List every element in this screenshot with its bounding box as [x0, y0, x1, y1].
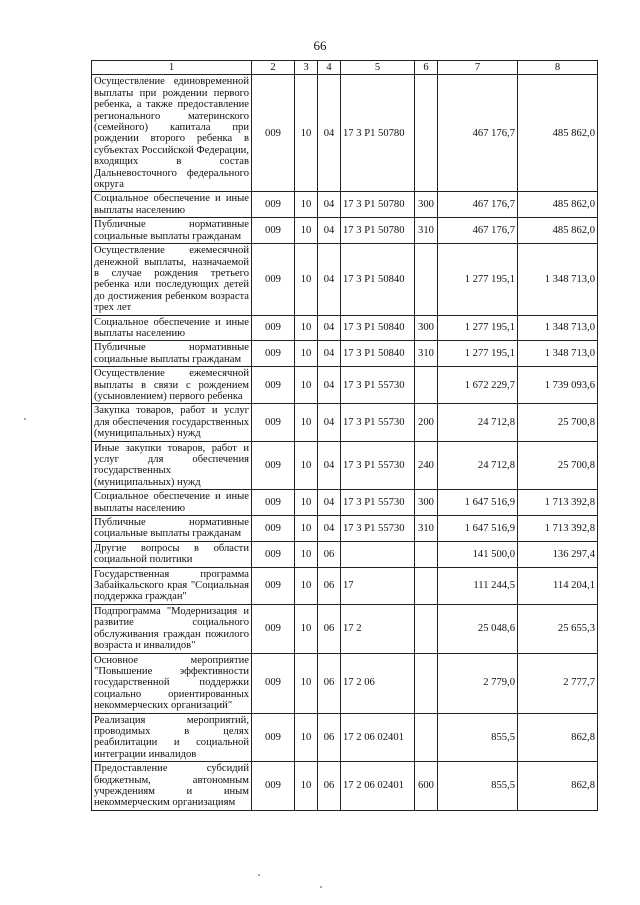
table-row [92, 541, 598, 567]
column-header: 6 [415, 61, 438, 75]
expense-type-cell: 200 [415, 404, 438, 441]
expense-type-cell [415, 541, 438, 567]
expense-type-cell [415, 604, 438, 653]
subsection-cell: 04 [318, 367, 341, 404]
scan-speck [24, 418, 26, 420]
row-name-cell: Подпрограмма "Модернизация и развитие социального обслуживания граждан пожилого возраста и инвалидов" [92, 604, 252, 653]
target-article-cell: 17 [341, 567, 415, 604]
amount-year1-cell: 467 176,7 [438, 192, 518, 218]
admin-code-cell: 009 [252, 541, 295, 567]
admin-code-cell: 009 [252, 192, 295, 218]
admin-code-cell: 009 [252, 75, 295, 192]
table-row [92, 367, 598, 404]
amount-year2-cell: 114 204,1 [518, 567, 598, 604]
column-header: 8 [518, 61, 598, 75]
subsection-cell: 06 [318, 762, 341, 811]
subsection-cell: 06 [318, 541, 341, 567]
amount-year2-cell: 25 655,3 [518, 604, 598, 653]
admin-code-cell: 009 [252, 367, 295, 404]
section-cell: 10 [295, 192, 318, 218]
amount-year1-cell: 24 712,8 [438, 441, 518, 490]
amount-year1-cell: 1 277 195,1 [438, 315, 518, 341]
column-header: 4 [318, 61, 341, 75]
amount-year2-cell: 485 862,0 [518, 75, 598, 192]
amount-year1-cell: 467 176,7 [438, 218, 518, 244]
target-article-cell: 17 3 P1 50780 [341, 192, 415, 218]
admin-code-cell: 009 [252, 490, 295, 516]
section-cell: 10 [295, 713, 318, 762]
target-article-cell: 17 3 P1 55730 [341, 367, 415, 404]
expense-type-cell: 300 [415, 192, 438, 218]
amount-year1-cell: 1 672 229,7 [438, 367, 518, 404]
admin-code-cell: 009 [252, 516, 295, 542]
table-row [92, 604, 598, 653]
admin-code-cell: 009 [252, 604, 295, 653]
target-article-cell: 17 3 P1 55730 [341, 490, 415, 516]
column-header: 1 [92, 61, 252, 75]
table-row [92, 404, 598, 441]
expense-type-cell [415, 244, 438, 315]
amount-year2-cell: 485 862,0 [518, 192, 598, 218]
amount-year1-cell: 1 647 516,9 [438, 516, 518, 542]
admin-code-cell: 009 [252, 315, 295, 341]
target-article-cell: 17 3 P1 55730 [341, 516, 415, 542]
admin-code-cell: 009 [252, 713, 295, 762]
row-name-cell: Иные закупки товаров, работ и услуг для обеспечения государственных (муниципальных) нужд [92, 441, 252, 490]
target-article-cell: 17 3 P1 55730 [341, 441, 415, 490]
target-article-cell: 17 2 06 02401 [341, 713, 415, 762]
table-row [92, 762, 598, 811]
expense-type-cell [415, 367, 438, 404]
admin-code-cell: 009 [252, 653, 295, 713]
amount-year1-cell: 855,5 [438, 762, 518, 811]
subsection-cell: 06 [318, 713, 341, 762]
admin-code-cell: 009 [252, 762, 295, 811]
amount-year2-cell: 1 348 713,0 [518, 244, 598, 315]
scan-speck [258, 874, 260, 876]
amount-year2-cell: 2 777,7 [518, 653, 598, 713]
section-cell: 10 [295, 604, 318, 653]
target-article-cell: 17 3 P1 50840 [341, 341, 415, 367]
expense-type-cell [415, 75, 438, 192]
table-row [92, 192, 598, 218]
subsection-cell: 04 [318, 490, 341, 516]
expense-type-cell: 310 [415, 341, 438, 367]
section-cell: 10 [295, 315, 318, 341]
row-name-cell: Публичные нормативные социальные выплаты гражданам [92, 516, 252, 542]
section-cell: 10 [295, 567, 318, 604]
admin-code-cell: 009 [252, 341, 295, 367]
row-name-cell: Социальное обеспечение и иные выплаты населению [92, 192, 252, 218]
amount-year2-cell: 1 713 392,8 [518, 490, 598, 516]
table-row [92, 653, 598, 713]
target-article-cell: 17 2 06 [341, 653, 415, 713]
subsection-cell: 04 [318, 75, 341, 192]
subsection-cell: 06 [318, 604, 341, 653]
subsection-cell: 06 [318, 653, 341, 713]
table-row [92, 441, 598, 490]
amount-year1-cell: 1 647 516,9 [438, 490, 518, 516]
column-header: 5 [341, 61, 415, 75]
target-article-cell: 17 3 P1 50840 [341, 244, 415, 315]
admin-code-cell: 009 [252, 218, 295, 244]
expense-type-cell [415, 713, 438, 762]
column-header: 7 [438, 61, 518, 75]
table-row [92, 341, 598, 367]
target-article-cell: 17 3 P1 50840 [341, 315, 415, 341]
amount-year2-cell: 25 700,8 [518, 404, 598, 441]
subsection-cell: 04 [318, 244, 341, 315]
row-name-cell: Государственная программа Забайкальского края "Социальная поддержка граждан" [92, 567, 252, 604]
table-header-row [92, 61, 598, 75]
expense-type-cell: 310 [415, 218, 438, 244]
row-name-cell: Осуществление ежемесячной выплаты в связи с рождением (усыновлением) первого ребенка [92, 367, 252, 404]
expense-type-cell [415, 653, 438, 713]
subsection-cell: 04 [318, 315, 341, 341]
section-cell: 10 [295, 490, 318, 516]
row-name-cell: Предоставление субсидий бюджетным, автономным учреждениям и иным некоммерческим организациям [92, 762, 252, 811]
target-article-cell: 17 3 P1 50780 [341, 75, 415, 192]
subsection-cell: 04 [318, 192, 341, 218]
expense-type-cell: 600 [415, 762, 438, 811]
amount-year1-cell: 855,5 [438, 713, 518, 762]
table-row [92, 75, 598, 192]
target-article-cell: 17 2 [341, 604, 415, 653]
target-article-cell: 17 3 P1 50780 [341, 218, 415, 244]
subsection-cell: 04 [318, 404, 341, 441]
subsection-cell: 04 [318, 441, 341, 490]
section-cell: 10 [295, 75, 318, 192]
section-cell: 10 [295, 244, 318, 315]
page-number: 66 [313, 38, 327, 53]
section-cell: 10 [295, 762, 318, 811]
subsection-cell: 04 [318, 341, 341, 367]
amount-year2-cell: 136 297,4 [518, 541, 598, 567]
target-article-cell: 17 3 P1 55730 [341, 404, 415, 441]
section-cell: 10 [295, 367, 318, 404]
row-name-cell: Осуществление ежемесячной денежной выплаты, назначаемой в случае рождения третьего ребенка или последующих детей до достижения ребенком возраста трех лет [92, 244, 252, 315]
section-cell: 10 [295, 516, 318, 542]
expense-type-cell: 240 [415, 441, 438, 490]
amount-year1-cell: 25 048,6 [438, 604, 518, 653]
section-cell: 10 [295, 541, 318, 567]
section-cell: 10 [295, 404, 318, 441]
table-row [92, 218, 598, 244]
amount-year1-cell: 1 277 195,1 [438, 341, 518, 367]
expense-type-cell [415, 567, 438, 604]
amount-year1-cell: 24 712,8 [438, 404, 518, 441]
scan-speck [320, 886, 322, 888]
subsection-cell: 06 [318, 567, 341, 604]
row-name-cell: Социальное обеспечение и иные выплаты населению [92, 490, 252, 516]
row-name-cell: Другие вопросы в области социальной политики [92, 541, 252, 567]
subsection-cell: 04 [318, 218, 341, 244]
subsection-cell: 04 [318, 516, 341, 542]
column-header: 2 [252, 61, 295, 75]
amount-year2-cell: 1 348 713,0 [518, 315, 598, 341]
amount-year2-cell: 1 713 392,8 [518, 516, 598, 542]
section-cell: 10 [295, 441, 318, 490]
table-row [92, 315, 598, 341]
row-name-cell: Публичные нормативные социальные выплаты гражданам [92, 218, 252, 244]
section-cell: 10 [295, 218, 318, 244]
table-row [92, 713, 598, 762]
section-cell: 10 [295, 653, 318, 713]
row-name-cell: Основное мероприятие "Повышение эффективности государственной поддержки социально ориентированных некоммерческих организаций" [92, 653, 252, 713]
amount-year1-cell: 467 176,7 [438, 75, 518, 192]
amount-year1-cell: 2 779,0 [438, 653, 518, 713]
table-row [92, 490, 598, 516]
amount-year2-cell: 862,8 [518, 713, 598, 762]
target-article-cell [341, 541, 415, 567]
row-name-cell: Реализация мероприятий, проводимых в целях реабилитации и социальной интеграции инвалидов [92, 713, 252, 762]
row-name-cell: Социальное обеспечение и иные выплаты населению [92, 315, 252, 341]
amount-year2-cell: 1 348 713,0 [518, 341, 598, 367]
target-article-cell: 17 2 06 02401 [341, 762, 415, 811]
admin-code-cell: 009 [252, 441, 295, 490]
table-row [92, 244, 598, 315]
section-cell: 10 [295, 341, 318, 367]
admin-code-cell: 009 [252, 244, 295, 315]
column-header: 3 [295, 61, 318, 75]
budget-table [91, 60, 598, 811]
row-name-cell: Публичные нормативные социальные выплаты гражданам [92, 341, 252, 367]
amount-year2-cell: 485 862,0 [518, 218, 598, 244]
row-name-cell: Закупка товаров, работ и услуг для обеспечения государственных (муниципальных) нужд [92, 404, 252, 441]
expense-type-cell: 310 [415, 516, 438, 542]
amount-year1-cell: 141 500,0 [438, 541, 518, 567]
amount-year2-cell: 25 700,8 [518, 441, 598, 490]
expense-type-cell: 300 [415, 315, 438, 341]
amount-year2-cell: 1 739 093,6 [518, 367, 598, 404]
expense-type-cell: 300 [415, 490, 438, 516]
amount-year2-cell: 862,8 [518, 762, 598, 811]
table-row [92, 516, 598, 542]
amount-year1-cell: 111 244,5 [438, 567, 518, 604]
row-name-cell: Осуществление единовременной выплаты при рождении первого ребенка, а также предоставление регионального материнского (семейного) капитала при рождении второго ребенка в субъектах Российской Федерации, входящих в состав Дальневосточного федерального округа [92, 75, 252, 192]
amount-year1-cell: 1 277 195,1 [438, 244, 518, 315]
admin-code-cell: 009 [252, 404, 295, 441]
admin-code-cell: 009 [252, 567, 295, 604]
table-row [92, 567, 598, 604]
